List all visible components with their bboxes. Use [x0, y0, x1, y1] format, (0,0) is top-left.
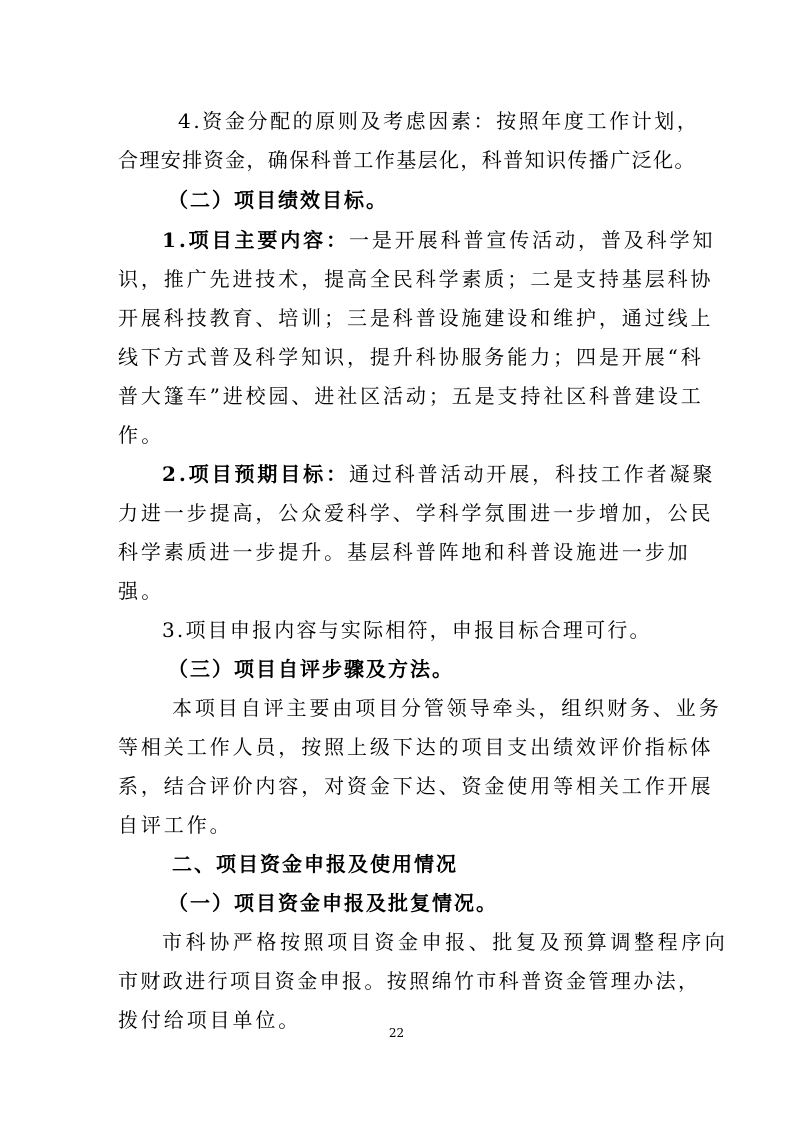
paragraph-main-content-line-2: 识，推广先进技术，提高全民科学素质；二是支持基层科协: [118, 267, 714, 291]
paragraph-main-content-line-4: 线下方式普及科学知识，提升科协服务能力；四是开展“科: [118, 345, 704, 369]
page-number: 22: [388, 1026, 405, 1040]
paragraph-main-content-line-3: 开展科技教育、培训；三是科普设施建设和维护，通过线上: [118, 306, 714, 330]
heading-performance-goals: （二）项目绩效目标。: [168, 188, 388, 212]
paragraph-self-evaluation-line-2: 等相关工作人员，按照上级下达的项目支出绩效评价指标体: [118, 735, 714, 759]
paragraph-funding-principles-line-1: 4.资金分配的原则及考虑因素：按照年度工作计划，: [178, 109, 700, 133]
paragraph-self-evaluation-line-4: 自评工作。: [118, 813, 233, 837]
paragraph-main-content-line-1: [162, 227, 715, 253]
paragraph-expected-goals-line-1: [162, 461, 715, 487]
paragraph-main-content-line-6: 作。: [118, 423, 165, 447]
main-content-line-1-text: 一是开展科普宣传活动，普及科学知: [348, 228, 716, 252]
heading-fund-application: （一）项目资金申报及批复情况。: [168, 891, 498, 915]
paragraph-funding-principles-line-2: 合理安排资金，确保科普工作基层化，科普知识传播广泛化。: [118, 148, 696, 172]
paragraph-fund-application-line-3: 拨付给项目单位。: [118, 1008, 302, 1032]
paragraph-main-content-line-5: 普大篷车”进校园、进社区活动；五是支持社区科普建设工: [118, 384, 704, 408]
main-content-label: 1.项目主要内容：: [162, 228, 349, 252]
paragraph-self-evaluation-line-1: 本项目自评主要由项目分管领导牵头，组织财务、业务: [172, 696, 722, 720]
paragraph-fund-application-line-2: 市财政进行项目资金申报。按照绵竹市科普资金管理办法，: [118, 969, 701, 993]
expected-goals-line-1-text: 通过科普活动开展，科技工作者凝聚: [348, 462, 716, 486]
heading-self-evaluation: （三）项目自评步骤及方法。: [168, 657, 454, 681]
paragraph-application-consistency: 3.项目申报内容与实际相符，申报目标合理可行。: [162, 618, 652, 642]
paragraph-expected-goals-line-2: 力进一步提高，公众爱科学、学科学氛围进一步增加，公民: [118, 501, 714, 525]
heading-section-fund-usage: 二、项目资金申报及使用情况: [172, 852, 458, 876]
paragraph-expected-goals-line-3: 科学素质进一步提升。基层科普阵地和科普设施进一步加: [118, 540, 691, 564]
expected-goals-label: 2.项目预期目标：: [162, 462, 349, 486]
paragraph-expected-goals-line-4: 强。: [118, 579, 165, 603]
paragraph-fund-application-line-1: 市科协严格按照项目资金申报、批复及预算调整程序向: [162, 930, 729, 954]
paragraph-self-evaluation-line-3: 系，结合评价内容，对资金下达、资金使用等相关工作开展: [118, 774, 714, 798]
